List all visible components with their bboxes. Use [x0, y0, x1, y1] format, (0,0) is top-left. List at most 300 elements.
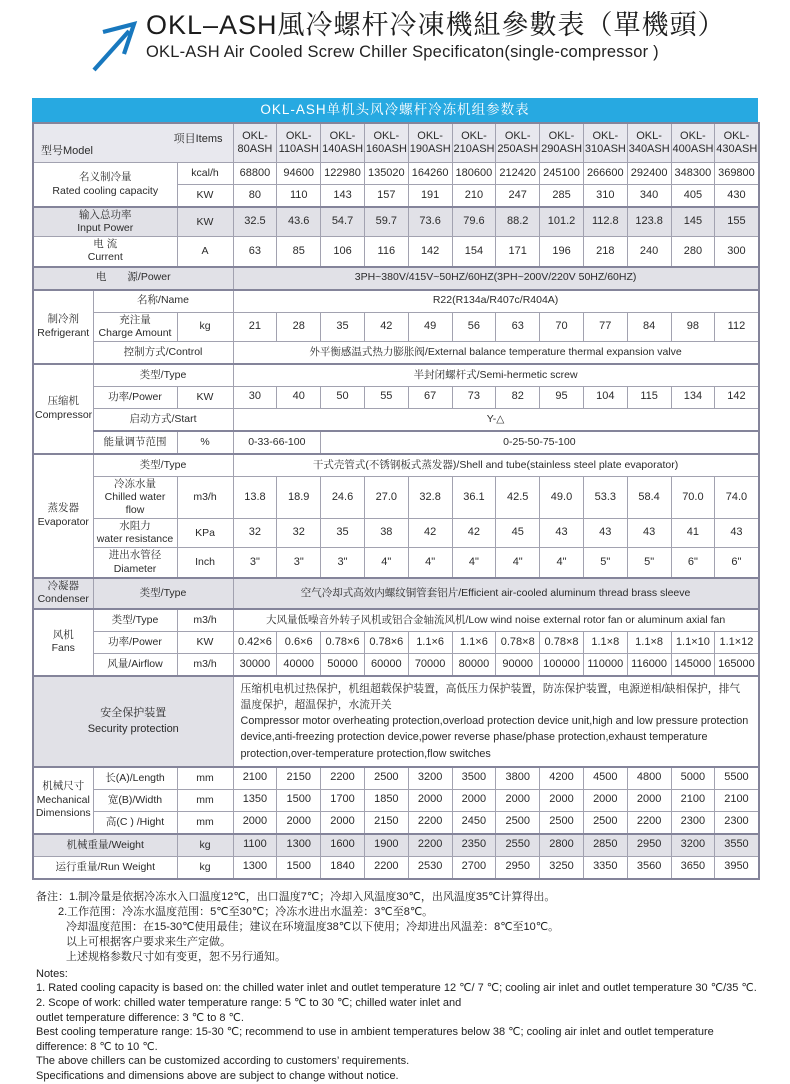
row-height-val-8: 2500: [583, 811, 627, 834]
row-refrigerant-name-cell-1: 名称/Name: [93, 290, 233, 313]
row-water-resistance-val-4: 42: [408, 519, 452, 548]
row-weight-cell-0: 机械重量/Weight: [33, 834, 177, 857]
row-refrigerant-name: [33, 290, 759, 313]
row-length-val-8: 4500: [583, 767, 627, 790]
row-compressor-power-cell-1: KW: [177, 386, 233, 408]
model-header-160ash: [364, 123, 408, 163]
row-diameter-val-6: 4": [496, 548, 540, 578]
notes-zh: [36, 890, 758, 965]
row-compressor-power-val-3: 55: [364, 386, 408, 408]
row-energy-range-cell-0: 能量调节范围: [93, 431, 177, 454]
arrow-up-right-icon: [88, 16, 140, 74]
row-charge-amount: [33, 312, 759, 341]
row-compressor-type: [33, 364, 759, 387]
row-height-val-10: 2300: [671, 811, 715, 834]
row-cooling-kcal-val-3: 135020: [364, 163, 408, 185]
row-water-resistance-val-10: 41: [671, 519, 715, 548]
row-height-val-11: 2300: [715, 811, 759, 834]
model-header-line: OKL-: [592, 129, 619, 142]
model-header-line: OKL-: [242, 129, 268, 142]
row-airflow-cell-1: m3/h: [177, 653, 233, 676]
row-chilled-water-flow-line: Chilled water flow: [104, 490, 166, 516]
row-charge-amount-val-6: 63: [496, 312, 540, 341]
model-header-290ash: [540, 123, 584, 163]
row-current-val-6: 171: [496, 237, 540, 267]
row-width: [33, 789, 759, 811]
row-input-power-val-3: 59.7: [364, 207, 408, 237]
model-header-line: 80ASH: [237, 143, 273, 155]
model-header-line: OKL-: [329, 129, 356, 142]
row-evaporator-type-cell-1: 类型/Type: [93, 454, 233, 477]
row-energy-range: [33, 431, 759, 454]
row-airflow: [33, 653, 759, 676]
model-header-310ash: [583, 123, 627, 163]
note-zh-line-3: 以上可根据客户要求来生产定做。: [66, 935, 231, 948]
row-condenser: [33, 578, 759, 609]
model-header-row: [33, 123, 759, 163]
row-current-val-2: 106: [321, 237, 365, 267]
row-current-val-11: 300: [715, 237, 759, 267]
row-charge-amount-val-7: 70: [540, 312, 584, 341]
row-fan-power-val-10: 1.1×10: [671, 631, 715, 653]
row-refrigerant-name-cell-2: R22(R134a/R407c/R404A): [233, 290, 759, 313]
row-diameter-val-3: 4": [364, 548, 408, 578]
row-input-power-val-2: 54.7: [321, 207, 365, 237]
corner-model-label: 型号Model: [41, 144, 93, 157]
row-current-val-1: 85: [277, 237, 321, 267]
row-weight-cell-1: kg: [177, 834, 233, 857]
row-airflow-val-5: 80000: [452, 653, 496, 676]
row-length-val-3: 2500: [364, 767, 408, 790]
row-current-val-7: 196: [540, 237, 584, 267]
row-run-weight: [33, 856, 759, 879]
row-run-weight-val-11: 3950: [715, 856, 759, 879]
model-header-line: OKL-: [417, 129, 443, 142]
row-water-resistance-val-3: 38: [364, 519, 408, 548]
row-water-resistance-val-8: 43: [583, 519, 627, 548]
row-diameter-line: Diameter: [113, 562, 157, 575]
row-fan-power-val-4: 1.1×6: [408, 631, 452, 653]
row-water-resistance-cell-1: KPa: [177, 519, 233, 548]
row-width-val-8: 2000: [583, 789, 627, 811]
row-fan-power-val-6: 0.78×8: [496, 631, 540, 653]
row-refrigerant-name-line: 制冷剂: [47, 312, 79, 325]
row-compressor-power-val-7: 95: [540, 386, 584, 408]
row-fan-power-val-9: 1.1×8: [627, 631, 671, 653]
note-en-line-6: Specifications and dimensions above are subject to change without notice.: [36, 1070, 399, 1082]
row-airflow-val-10: 145000: [671, 653, 715, 676]
row-charge-amount-line: 充注量: [119, 313, 151, 326]
row-current-val-4: 142: [408, 237, 452, 267]
model-header-line: 160ASH: [365, 143, 407, 155]
row-cooling-kcal-cell-0: [33, 163, 177, 208]
page-title-zh: OKL–ASH風冷螺杆冷凍機組參數表（單機頭）: [146, 10, 726, 40]
row-charge-amount-line: Charge Amount: [98, 326, 172, 339]
notes-section: [36, 890, 758, 1084]
row-cooling-kcal-val-8: 266600: [583, 163, 627, 185]
row-length-val-6: 3800: [496, 767, 540, 790]
row-evaporator-type-line: Evaporator: [37, 515, 89, 528]
model-header-110ash: [277, 123, 321, 163]
row-length-val-9: 4800: [627, 767, 671, 790]
row-cooling-kw-cell-0: KW: [177, 185, 233, 208]
row-weight-val-5: 2350: [452, 834, 496, 857]
row-condenser-cell-1: 类型/Type: [93, 578, 233, 609]
row-power-supply: [33, 267, 759, 290]
note-zh-line-0: 备注：1.制冷量是依据冷冻水入口温度12℃，出口温度7℃；冷却入风温度30℃，出风温度35℃计算得出。: [36, 890, 556, 903]
row-diameter-val-7: 4": [540, 548, 584, 578]
row-control: [33, 341, 759, 364]
row-evaporator-type-cell-2: 干式壳管式(不锈钢板式蒸发器)/Shell and tube(stainless steel plate evaporator): [233, 454, 759, 477]
model-header-line: 400ASH: [672, 143, 714, 155]
model-header-line: OKL-: [285, 129, 312, 142]
row-input-power-val-9: 123.8: [627, 207, 671, 237]
row-charge-amount-val-3: 42: [364, 312, 408, 341]
row-compressor-power-val-2: 50: [321, 386, 365, 408]
row-width-val-3: 1850: [364, 789, 408, 811]
row-current: [33, 237, 759, 267]
row-width-val-7: 2000: [540, 789, 584, 811]
model-header-140ash: [321, 123, 365, 163]
row-chilled-water-flow-val-5: 36.1: [452, 476, 496, 518]
row-cooling-kw-val-1: 110: [277, 185, 321, 208]
row-refrigerant-name-line: Refrigerant: [37, 326, 90, 339]
row-run-weight-val-5: 2700: [452, 856, 496, 879]
row-airflow-val-8: 110000: [583, 653, 627, 676]
row-compressor-power-val-5: 73: [452, 386, 496, 408]
row-fan-power: [33, 631, 759, 653]
row-current-line: 电 流: [93, 238, 118, 251]
note-en-line-1: 1. Rated cooling capacity is based on: the chilled water inlet and outlet temperature 12 ℃/ 7 ℃; cooling air inlet and outlet temperature 30 ℃/35 ℃.: [36, 982, 757, 995]
row-length: [33, 767, 759, 790]
model-header-80ash: [233, 123, 277, 163]
model-header-190ash: [408, 123, 452, 163]
row-height-val-3: 2150: [364, 811, 408, 834]
row-airflow-val-0: 30000: [233, 653, 277, 676]
row-input-power: [33, 207, 759, 237]
row-length-cell-2: mm: [177, 767, 233, 790]
corner-cell: [33, 123, 233, 163]
row-input-power-val-6: 88.2: [496, 207, 540, 237]
row-airflow-val-6: 90000: [496, 653, 540, 676]
row-current-val-10: 280: [671, 237, 715, 267]
row-run-weight-val-0: 1300: [233, 856, 277, 879]
note-zh-line-2: 冷却温度范围：在15-30℃使用最佳；建议在环境温度38℃以下使用；冷却进出风温差：8℃至10℃。: [66, 920, 560, 933]
row-fan-type-line: Fans: [51, 642, 75, 655]
row-diameter: [33, 548, 759, 578]
row-length-val-1: 2150: [277, 767, 321, 790]
row-run-weight-val-8: 3350: [583, 856, 627, 879]
row-diameter-val-0: 3": [233, 548, 277, 578]
row-current-val-0: 63: [233, 237, 277, 267]
row-weight-val-1: 1300: [277, 834, 321, 857]
row-diameter-val-9: 5": [627, 548, 671, 578]
row-energy-range-cell-2: 0-33-66-100: [233, 431, 321, 454]
row-fan-power-cell-0: 功率/Power: [93, 631, 177, 653]
row-power-supply-cell-1: 3PH~380V/415V~50HZ/60HZ(3PH~200V/220V 50HZ/60HZ): [233, 267, 759, 290]
row-water-resistance: [33, 519, 759, 548]
row-width-val-0: 1350: [233, 789, 277, 811]
row-airflow-val-2: 50000: [321, 653, 365, 676]
row-water-resistance-val-2: 35: [321, 519, 365, 548]
row-cooling-kw-val-4: 191: [408, 185, 452, 208]
row-start-cell-1: Y-△: [233, 408, 759, 431]
row-airflow-val-3: 60000: [364, 653, 408, 676]
row-fan-power-val-11: 1.1×12: [715, 631, 759, 653]
row-chilled-water-flow-val-9: 58.4: [627, 476, 671, 518]
row-run-weight-cell-0: 运行重量/Run Weight: [33, 856, 177, 879]
row-input-power-line: 输入总功率: [79, 209, 132, 221]
row-security-line: 压缩机电机过热保护，机组超载保护装置，高低压力保护装置，防冻保护装置，电源逆相/缺相保护，排气温度保护，超温保护，水流开关: [240, 682, 741, 712]
model-header-400ash: [671, 123, 715, 163]
row-height-val-7: 2500: [540, 811, 584, 834]
row-fan-power-val-8: 1.1×8: [583, 631, 627, 653]
spec-table: [32, 122, 760, 880]
row-compressor-type-cell-2: 半封闭螺杆式/Semi-hermetic screw: [233, 364, 759, 387]
row-charge-amount-val-4: 49: [408, 312, 452, 341]
row-fan-power-val-7: 0.78×8: [540, 631, 584, 653]
row-cooling-kcal: [33, 163, 759, 185]
row-run-weight-val-1: 1500: [277, 856, 321, 879]
row-cooling-kcal-val-0: 68800: [233, 163, 277, 185]
row-chilled-water-flow-val-10: 70.0: [671, 476, 715, 518]
row-compressor-power-val-0: 30: [233, 386, 277, 408]
row-chilled-water-flow-val-3: 27.0: [364, 476, 408, 518]
row-cooling-kw-val-6: 247: [496, 185, 540, 208]
row-length-val-10: 5000: [671, 767, 715, 790]
model-header-250ash: [496, 123, 540, 163]
row-length-val-7: 4200: [540, 767, 584, 790]
row-chilled-water-flow-val-11: 74.0: [715, 476, 759, 518]
row-charge-amount-val-1: 28: [277, 312, 321, 341]
model-header-line: 340ASH: [628, 143, 670, 155]
row-run-weight-val-9: 3560: [627, 856, 671, 879]
row-cooling-kcal-val-5: 180600: [452, 163, 496, 185]
row-cooling-kcal-line: Rated cooling capacity: [52, 184, 159, 197]
row-security-line: Compressor motor overheating protection,overload protection device unit,high and low pressure protection device,anti-freezing protection device,power reverse phase/phase protection,exhaust temperature protection,over-temperature protection,flow switches: [240, 715, 749, 760]
row-cooling-kcal-val-2: 122980: [321, 163, 365, 185]
model-header-line: OKL-: [548, 129, 575, 142]
row-condenser-line: Condenser: [37, 593, 89, 606]
row-diameter-val-11: 6": [715, 548, 759, 578]
row-compressor-type-line: 压缩机: [47, 395, 79, 408]
row-chilled-water-flow-val-1: 18.9: [277, 476, 321, 518]
row-fan-power-cell-1: KW: [177, 631, 233, 653]
row-fan-type-line: 风机: [52, 628, 74, 641]
row-weight-val-11: 3550: [715, 834, 759, 857]
row-cooling-kw-val-3: 157: [364, 185, 408, 208]
row-cooling-kw-val-11: 430: [715, 185, 759, 208]
row-compressor-power-cell-0: 功率/Power: [93, 386, 177, 408]
row-height-val-2: 2000: [321, 811, 365, 834]
row-length-val-2: 2200: [321, 767, 365, 790]
row-power-supply-cell-0: 电 源/Power: [33, 267, 233, 290]
row-current-val-9: 240: [627, 237, 671, 267]
row-height-val-1: 2000: [277, 811, 321, 834]
row-diameter-val-1: 3": [277, 548, 321, 578]
row-chilled-water-flow-val-0: 13.8: [233, 476, 277, 518]
row-security-line: 安全保护装置: [100, 706, 167, 719]
row-length-cell-1: 长(A)/Length: [93, 767, 177, 790]
row-cooling-kw-val-2: 143: [321, 185, 365, 208]
model-header-line: OKL-: [461, 129, 487, 142]
row-compressor-power-val-10: 134: [671, 386, 715, 408]
row-charge-amount-val-2: 35: [321, 312, 365, 341]
row-evaporator-type-line: 蒸发器: [47, 502, 79, 515]
row-compressor-power-val-8: 104: [583, 386, 627, 408]
row-energy-range-cell-3: 0-25-50-75-100: [321, 431, 759, 454]
row-current-line: Current: [87, 251, 123, 264]
row-current-cell-1: A: [177, 237, 233, 267]
row-refrigerant-name-cell-0: [33, 290, 93, 364]
row-water-resistance-val-5: 42: [452, 519, 496, 548]
row-length-val-0: 2100: [233, 767, 277, 790]
row-width-val-9: 2000: [627, 789, 671, 811]
row-input-power-val-1: 43.6: [277, 207, 321, 237]
row-current-val-3: 116: [364, 237, 408, 267]
row-width-val-10: 2100: [671, 789, 715, 811]
note-en-line-4: Best cooling temperature range: 15-30 ℃; recommend to use in ambient temperatures below 38 ℃; cooling air inlet and outlet temperature difference: 8 ℃ to 10 ℃.: [36, 1026, 714, 1053]
row-diameter-val-2: 3": [321, 548, 365, 578]
row-water-resistance-val-11: 43: [715, 519, 759, 548]
row-water-resistance-val-1: 32: [277, 519, 321, 548]
row-compressor-power-val-6: 82: [496, 386, 540, 408]
row-security: [33, 676, 759, 767]
table-banner: OKL-ASH单机头风冷螺杆冷冻机组参数表: [32, 98, 758, 122]
model-header-line: OKL-: [373, 129, 400, 142]
row-cooling-kcal-val-11: 369800: [715, 163, 759, 185]
row-chilled-water-flow-cell-1: m3/h: [177, 476, 233, 518]
row-compressor-power-val-4: 67: [408, 386, 452, 408]
doc-header: [88, 10, 790, 82]
row-height-cell-0: 高(C ) /Hight: [93, 811, 177, 834]
row-water-resistance-val-7: 43: [540, 519, 584, 548]
row-run-weight-cell-1: kg: [177, 856, 233, 879]
row-fan-type: [33, 609, 759, 632]
model-header-line: OKL-: [723, 129, 750, 142]
row-fan-type-cell-0: [33, 609, 93, 676]
row-chilled-water-flow-val-4: 32.8: [408, 476, 452, 518]
row-diameter-val-10: 6": [671, 548, 715, 578]
row-condenser-cell-2: 空气冷却式高效内螺纹铜管套铝片/Efficient air-cooled aluminum thread brass sleeve: [233, 578, 759, 609]
row-airflow-cell-0: 风量/Airflow: [93, 653, 177, 676]
row-water-resistance-val-9: 43: [627, 519, 671, 548]
row-diameter-val-8: 5": [583, 548, 627, 578]
row-fan-power-val-1: 0.6×6: [277, 631, 321, 653]
row-run-weight-val-3: 2200: [364, 856, 408, 879]
row-run-weight-val-10: 3650: [671, 856, 715, 879]
row-cooling-kw-val-0: 80: [233, 185, 277, 208]
row-input-power-val-10: 145: [671, 207, 715, 237]
row-water-resistance-line: 水阻力: [119, 520, 151, 533]
row-energy-range-cell-1: %: [177, 431, 233, 454]
row-cooling-kcal-line: 名义制冷量: [79, 171, 132, 184]
row-charge-amount-cell-1: kg: [177, 312, 233, 341]
row-chilled-water-flow-val-7: 49.0: [540, 476, 584, 518]
row-security-cell-1: [233, 676, 759, 767]
model-header-line: OKL-: [504, 129, 531, 142]
row-charge-amount-val-5: 56: [452, 312, 496, 341]
row-charge-amount-val-9: 84: [627, 312, 671, 341]
note-en-line-5: The above chillers can be customized according to customers’ requirements.: [36, 1055, 410, 1068]
row-chilled-water-flow-val-6: 42.5: [496, 476, 540, 518]
row-chilled-water-flow-val-2: 24.6: [321, 476, 365, 518]
model-header-line: 430ASH: [716, 143, 758, 155]
model-header-line: OKL-: [680, 129, 706, 142]
row-cooling-kw-val-8: 310: [583, 185, 627, 208]
row-fan-power-val-5: 1.1×6: [452, 631, 496, 653]
note-en-line-0: Notes:: [36, 967, 68, 980]
row-weight-val-6: 2550: [496, 834, 540, 857]
model-header-line: 110ASH: [278, 143, 319, 155]
row-compressor-power-val-11: 142: [715, 386, 759, 408]
row-start-cell-0: 启动方式/Start: [93, 408, 233, 431]
row-run-weight-val-2: 1840: [321, 856, 365, 879]
note-en-line-3: outlet temperature difference: 3 ℃ to 8 ℃.: [36, 1011, 244, 1024]
row-charge-amount-val-10: 98: [671, 312, 715, 341]
row-compressor-type-line: Compressor: [35, 408, 93, 421]
row-compressor-type-cell-1: 类型/Type: [93, 364, 233, 387]
row-charge-amount-val-11: 112: [715, 312, 759, 341]
row-height-val-9: 2200: [627, 811, 671, 834]
row-fan-power-val-0: 0.42×6: [233, 631, 277, 653]
row-cooling-kcal-val-4: 164260: [408, 163, 452, 185]
row-airflow-val-1: 40000: [277, 653, 321, 676]
row-diameter-cell-0: [93, 548, 177, 578]
model-header-line: 190ASH: [409, 143, 451, 155]
row-condenser-cell-0: [33, 578, 93, 609]
row-diameter-cell-1: Inch: [177, 548, 233, 578]
row-cooling-kw-val-9: 340: [627, 185, 671, 208]
row-diameter-val-5: 4": [452, 548, 496, 578]
row-input-power-line: Input Power: [77, 222, 134, 235]
row-length-line: Dimensions: [35, 807, 91, 820]
row-current-val-8: 218: [583, 237, 627, 267]
row-width-val-11: 2100: [715, 789, 759, 811]
model-header: [33, 123, 759, 163]
row-current-val-5: 154: [452, 237, 496, 267]
notes-en: [36, 967, 758, 1084]
row-length-cell-0: [33, 767, 93, 834]
row-airflow-val-11: 165000: [715, 653, 759, 676]
row-chilled-water-flow-line: 冷冻水量: [114, 477, 156, 490]
row-width-cell-0: 宽(B)/Width: [93, 789, 177, 811]
model-header-line: 290ASH: [541, 143, 583, 155]
row-diameter-line: 进出水管径: [108, 549, 162, 562]
row-condenser-line: 冷凝器: [47, 579, 79, 592]
corner-items-label: 项目Items: [173, 133, 223, 145]
model-header-340ash: [627, 123, 671, 163]
row-height-val-5: 2450: [452, 811, 496, 834]
row-chilled-water-flow-val-8: 53.3: [583, 476, 627, 518]
row-compressor-power-val-1: 40: [277, 386, 321, 408]
row-weight-val-0: 1100: [233, 834, 277, 857]
row-airflow-val-7: 100000: [540, 653, 584, 676]
row-fan-power-val-2: 0.78×6: [321, 631, 365, 653]
row-charge-amount-cell-0: [93, 312, 177, 341]
page-title-en: OKL-ASH Air Cooled Screw Chiller Specificaton(single-compressor ): [146, 43, 659, 62]
note-zh-line-4: 上述规格参数尺寸如有变更，恕不另行通知。: [66, 950, 286, 963]
row-charge-amount-val-0: 21: [233, 312, 277, 341]
row-security-line: Security protection: [87, 723, 179, 736]
model-header-430ash: [715, 123, 759, 163]
row-cooling-kw-val-10: 405: [671, 185, 715, 208]
model-header-line: 250ASH: [497, 143, 539, 155]
row-weight-val-10: 3200: [671, 834, 715, 857]
model-header-line: 310ASH: [584, 143, 626, 155]
row-fan-power-val-3: 0.78×6: [364, 631, 408, 653]
row-cooling-kcal-val-6: 212420: [496, 163, 540, 185]
